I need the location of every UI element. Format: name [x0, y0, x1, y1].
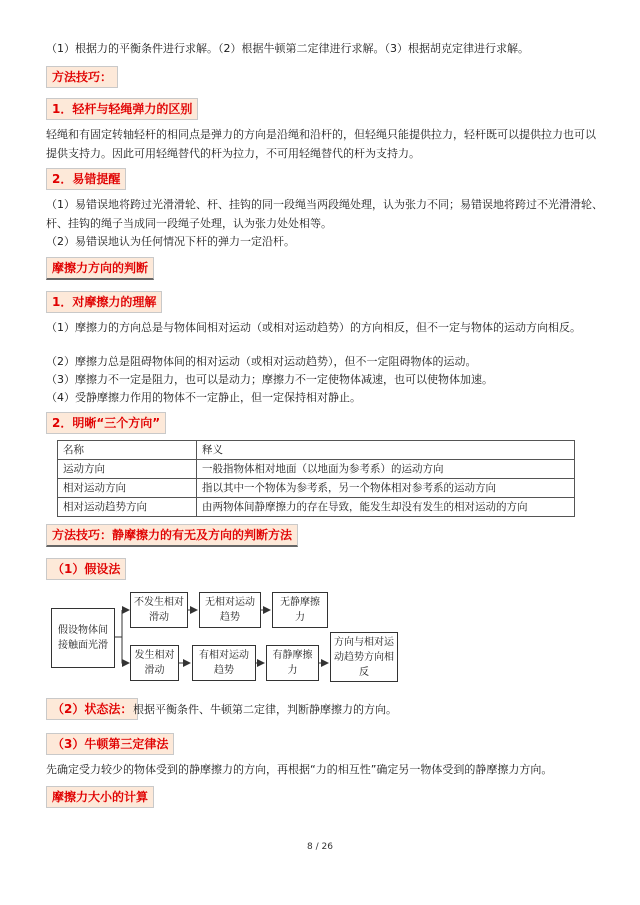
- table-cell: 运动方向: [58, 460, 197, 479]
- section-common-errors-heading: 2．易错提醒: [46, 168, 126, 190]
- section-rod-rope-heading: 1．轻杆与轻绳弹力的区别: [46, 98, 198, 120]
- flow-no-static-friction: 无静摩擦力: [272, 592, 328, 628]
- table-header-cell: 名称: [58, 441, 197, 460]
- state-method-text: 根据平衡条件、牛顿第二定律，判断静摩擦力的方向。: [133, 703, 397, 716]
- table-cell: 相对运动趋势方向: [58, 498, 197, 517]
- friction-item-3: （3）摩擦力不一定是阻力，也可以是动力；摩擦力不一定使物体减速，也可以使物体加速。: [46, 373, 493, 386]
- static-friction-method-heading: 方法技巧：静摩擦力的有无及方向的判断方法: [46, 524, 298, 547]
- table-cell: 由两物体间静摩擦力的存在导致，能发生却没有发生的相对运动的方向: [197, 498, 575, 517]
- arrow-to-slide: [122, 637, 129, 663]
- error-item-1: （1）易错误地将跨过光滑滑轮、杆、挂钩的同一段绳当两段绳处理，认为张力不同；易错误地将跨过不光滑滑轮、杆、挂钩的绳子当成同一段绳子处理，认为张力处处相等。: [46, 198, 603, 230]
- flow-no-motion-tendency: 无相对运动趋势: [199, 592, 261, 628]
- table-cell: 相对运动方向: [58, 479, 197, 498]
- table-cell: 一般指物体相对地面（以地面为参考系）的运动方向: [197, 460, 575, 479]
- assumption-method-heading: （1）假设法: [46, 558, 126, 580]
- flow-has-static-friction: 有静摩擦力: [266, 645, 319, 681]
- flow-has-motion-tendency: 有相对运动趋势: [192, 645, 256, 681]
- friction-direction-heading: 摩擦力方向的判断: [46, 257, 154, 280]
- newton-third-law-heading: （3）牛顿第三定律法: [46, 733, 174, 755]
- three-directions-heading: 2．明晰“三个方向”: [46, 412, 166, 434]
- flow-start-box: 假设物体间接触面光滑: [51, 608, 115, 668]
- error-item-2: （2）易错误地认为任何情况下杆的弹力一定沿杆。: [46, 235, 295, 248]
- friction-item-4: （4）受静摩擦力作用的物体不一定静止，但一定保持相对静止。: [46, 391, 361, 404]
- rod-rope-paragraph: 轻绳和有固定转轴轻杆的相同点是弹力的方向是沿绳和沿杆的，但轻绳只能提供拉力，轻杆既可以提供拉力也可以提供支持力。因此可用轻绳替代的杆为拉力，不可用轻绳替代的杆为支持力。: [46, 128, 596, 160]
- flow-direction-opposite: 方向与相对运动趋势方向相反: [330, 632, 398, 682]
- connector-up: [115, 610, 122, 637]
- table-header-cell: 释义: [197, 441, 575, 460]
- newton-third-law-text: 先确定受力较少的物体受到的静摩擦力的方向，再根据“力的相互性”确定另一物体受到的静摩擦力方向。: [46, 763, 553, 776]
- friction-magnitude-heading: 摩擦力大小的计算: [46, 786, 154, 808]
- state-method-heading: （2）状态法：: [46, 698, 138, 720]
- page-number: 8 / 26: [307, 842, 333, 852]
- table-cell: 指以其中一个物体为参考系，另一个物体相对参考系的运动方向: [197, 479, 575, 498]
- intro-text: （1）根据力的平衡条件进行求解。（2）根据牛顿第二定律进行求解。（3）根据胡克定律进行求解。: [46, 42, 529, 55]
- friction-understanding-heading: 1．对摩擦力的理解: [46, 291, 162, 313]
- method-tip-heading: 方法技巧：: [46, 66, 118, 88]
- flow-relative-slide: 发生相对滑动: [130, 645, 179, 681]
- friction-item-2: （2）摩擦力总是阻碍物体间的相对运动（或相对运动趋势），但不一定阻碍物体的运动。: [46, 355, 477, 368]
- friction-item-1: （1）摩擦力的方向总是与物体间相对运动（或相对运动趋势）的方向相反，但不一定与物体的运动方向相反。: [46, 321, 581, 334]
- flow-no-relative-slide: 不发生相对滑动: [130, 592, 188, 628]
